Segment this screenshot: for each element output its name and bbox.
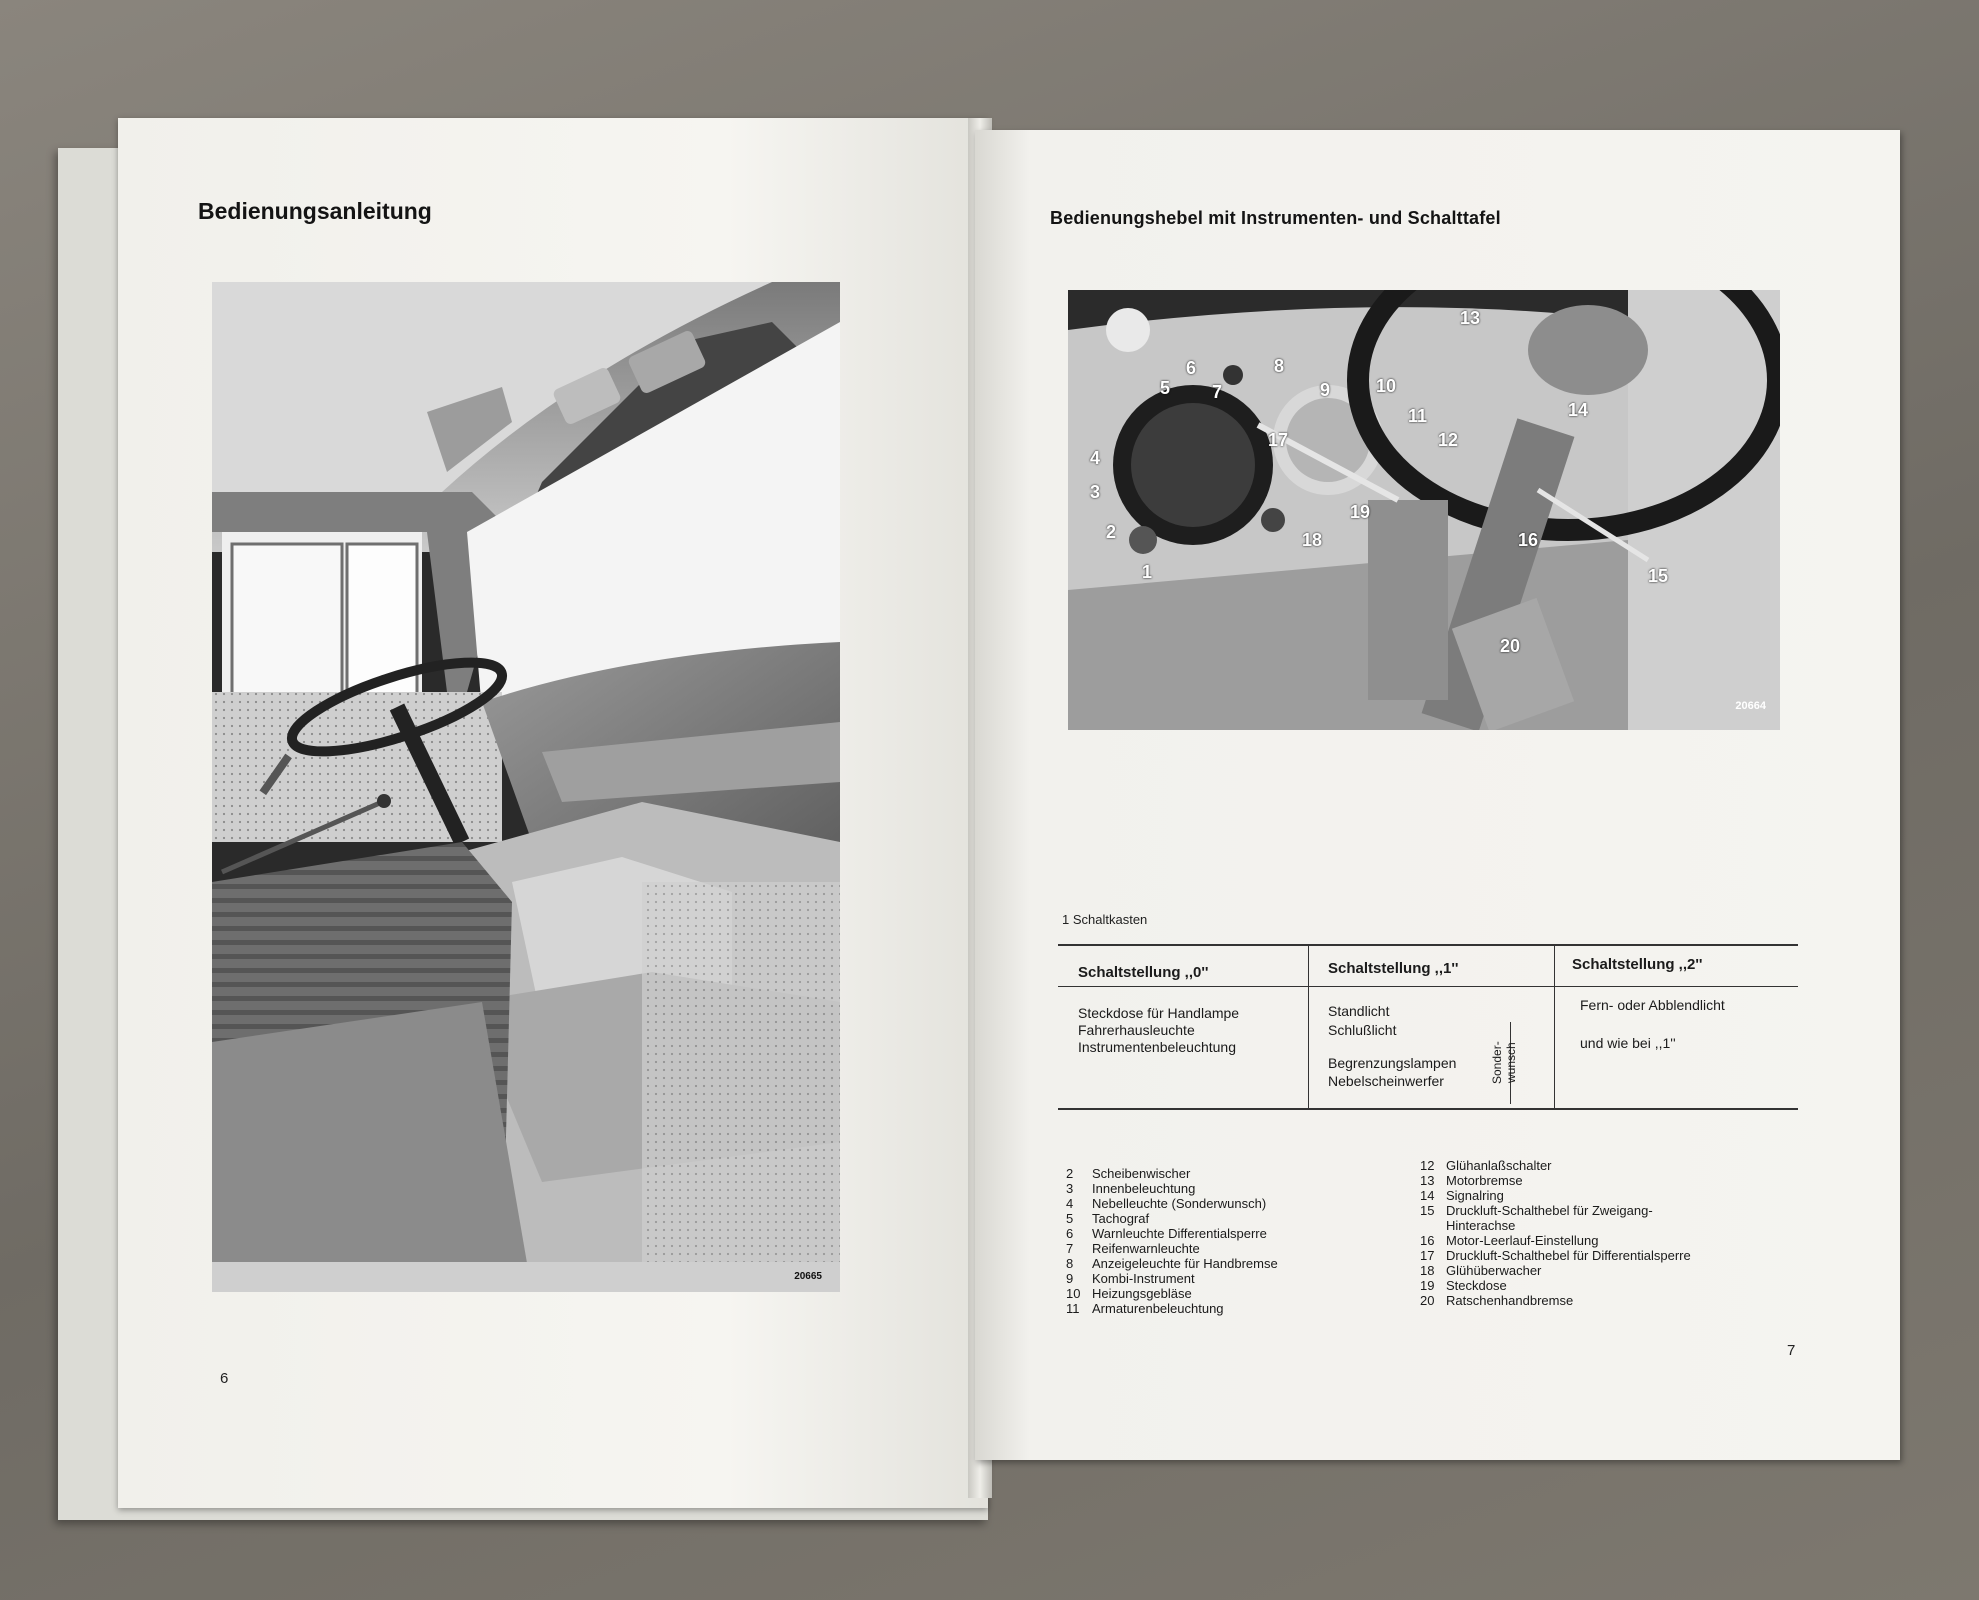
sonderwunsch-note: Sonder-wunsch <box>1490 1022 1511 1104</box>
col0-line2: Fahrerhausleuchte <box>1078 1022 1195 1038</box>
col1-optional-line1: Begrenzungslampen <box>1328 1055 1457 1071</box>
instrument-panel-photo <box>1068 290 1780 730</box>
list-item: 16 Motor-Leerlauf-Einstellung <box>1420 1233 1599 1248</box>
list-item: 4 Nebelleuchte (Sonderwunsch) <box>1066 1196 1267 1211</box>
header-position-2: Schaltstellung ,,2'' <box>1572 956 1703 973</box>
col0-line3: Instrumentenbeleuchtung <box>1078 1039 1236 1055</box>
photo-reference-number: 20664 <box>1735 700 1766 712</box>
callout-5: 5 <box>1160 378 1171 398</box>
callout-2: 2 <box>1106 522 1117 542</box>
list-item: 17 Druckluft-Schalthebel für Differentialsperre <box>1420 1248 1691 1263</box>
switch-position-table <box>1058 944 1798 1110</box>
callout-14: 14 <box>1568 400 1589 420</box>
page-number-left: 6 <box>220 1370 229 1387</box>
left-page-heading: Bedienungsanleitung <box>198 198 432 224</box>
list-item: 2 Scheibenwischer <box>1066 1166 1191 1181</box>
list-item: 18 Glühüberwacher <box>1420 1263 1542 1278</box>
callout-1: 1 <box>1142 562 1153 582</box>
callout-19: 19 <box>1350 502 1371 522</box>
callout-3: 3 <box>1090 482 1101 502</box>
list-item: 19 Steckdose <box>1420 1278 1507 1293</box>
list-item: 5 Tachograf <box>1066 1211 1150 1226</box>
callout-13: 13 <box>1460 308 1481 328</box>
col2-line2: und wie bei ,,1'' <box>1580 1035 1676 1051</box>
col2-line1: Fern- oder Abblendlicht <box>1580 997 1725 1013</box>
list-item: 15 Druckluft-Schalthebel für Zweigang- <box>1420 1203 1653 1218</box>
col0-line1: Steckdose für Handlampe <box>1078 1005 1240 1021</box>
list-item: 9 Kombi-Instrument <box>1066 1271 1195 1286</box>
callout-18: 18 <box>1302 530 1323 550</box>
photo-reference-number: 20665 <box>794 1271 822 1282</box>
list-item: 3 Innenbeleuchtung <box>1066 1181 1196 1196</box>
list-item: 6 Warnleuchte Differentialsperre <box>1066 1226 1267 1241</box>
right-page-heading: Bedienungshebel mit Instrumenten- und Schalttafel <box>1050 208 1501 228</box>
list-item: 7 Reifenwarnleuchte <box>1066 1241 1200 1256</box>
col1-line2: Schlußlicht <box>1328 1022 1397 1038</box>
list-item: 11 Armaturenbeleuchtung <box>1066 1301 1224 1316</box>
callout-17: 17 <box>1268 430 1289 450</box>
callout-6: 6 <box>1186 358 1197 378</box>
column-divider <box>1554 946 1555 1108</box>
list-item: 8 Anzeigeleuchte für Handbremse <box>1066 1256 1278 1271</box>
list-item: 10 Heizungsgebläse <box>1066 1286 1192 1301</box>
callout-20: 20 <box>1500 636 1521 656</box>
callout-11: 11 <box>1408 406 1428 426</box>
callout-7: 7 <box>1212 382 1223 402</box>
item-1-label: 1 Schaltkasten <box>1062 912 1148 927</box>
callout-9: 9 <box>1320 380 1331 400</box>
page-number-right: 7 <box>1787 1342 1796 1359</box>
callout-8: 8 <box>1274 356 1285 376</box>
list-item: 14 Signalring <box>1420 1188 1504 1203</box>
legend-list-left <box>1066 1166 1278 1316</box>
legend-list-right <box>1420 1158 1691 1308</box>
list-item: 13 Motorbremse <box>1420 1173 1523 1188</box>
callout-15: 15 <box>1648 566 1669 586</box>
list-item: 12 Glühanlaßschalter <box>1420 1158 1552 1173</box>
column-divider <box>1308 946 1309 1108</box>
callout-10: 10 <box>1376 376 1397 396</box>
list-item: 20 Ratschenhandbremse <box>1420 1293 1574 1308</box>
callout-4: 4 <box>1090 448 1101 468</box>
cab-interior-photo <box>212 282 840 1292</box>
header-position-0: Schaltstellung ,,0'' <box>1078 964 1209 981</box>
col1-optional-line2: Nebelscheinwerfer <box>1328 1073 1444 1089</box>
header-position-1: Schaltstellung ,,1'' <box>1328 960 1459 977</box>
list-item: Hinterachse <box>1446 1218 1516 1233</box>
col1-line1: Standlicht <box>1328 1003 1390 1019</box>
callout-12: 12 <box>1438 430 1459 450</box>
callout-16: 16 <box>1518 530 1539 550</box>
